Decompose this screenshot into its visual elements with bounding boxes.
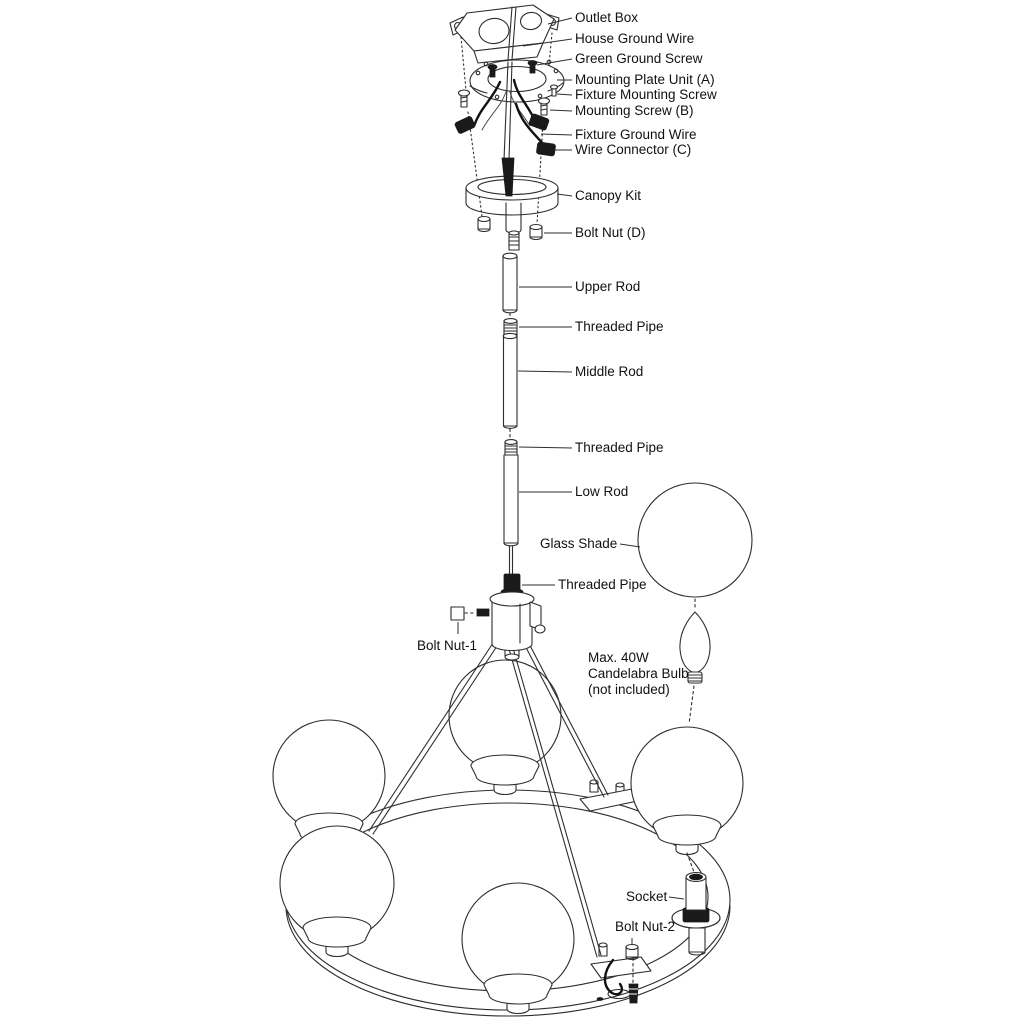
label-bulb-note-line1: Max. 40W: [588, 650, 649, 665]
label-bulb-note-line3: (not included): [588, 682, 670, 697]
leader-line: [620, 544, 640, 547]
threaded-pipe-mid-drawing: [505, 440, 517, 455]
leader-line: [557, 94, 572, 95]
label-fixture-ground-wire: Fixture Ground Wire: [575, 127, 697, 142]
bolt-nut-right: [530, 225, 542, 240]
bolt-nut-d-drawing: [478, 203, 542, 250]
label-mounting-screw-b: Mounting Screw (B): [575, 103, 694, 118]
label-bolt-nut-d: Bolt Nut (D): [575, 225, 646, 240]
label-threaded-pipe-top: Threaded Pipe: [575, 319, 664, 334]
leader-line: [518, 371, 572, 372]
label-wire-connector-c: Wire Connector (C): [575, 142, 692, 157]
fixture-mounting-screw-drawing: [551, 85, 558, 96]
leader-line: [541, 134, 572, 135]
leader-line: [550, 110, 572, 111]
rod-assembly-drawing: [503, 253, 518, 576]
label-green-ground-screw: Green Ground Screw: [575, 51, 703, 66]
label-outlet-box: Outlet Box: [575, 10, 639, 25]
upper-rod-drawing: [503, 256, 517, 310]
label-threaded-pipe-mid: Threaded Pipe: [575, 440, 664, 455]
label-bolt-nut-1: Bolt Nut-1: [417, 638, 478, 653]
leader-line: [537, 59, 572, 65]
glass-shade-bottom-center: [462, 883, 574, 1014]
label-house-ground-wire: House Ground Wire: [575, 31, 695, 46]
label-canopy-kit: Canopy Kit: [575, 188, 642, 203]
label-bulb-note-line2: Candelabra Bulb: [588, 666, 689, 681]
glass-shade-right: [631, 727, 743, 855]
bolt-nut-left: [478, 217, 490, 232]
label-low-rod: Low Rod: [575, 484, 629, 499]
bolt-nut-2-drawing: [626, 945, 638, 960]
glass-shade-detached: [638, 483, 752, 610]
hub-set-screw: [477, 609, 489, 616]
leader-line: [557, 194, 572, 196]
label-upper-rod: Upper Rod: [575, 279, 641, 294]
glass-shade-center: [449, 660, 561, 795]
label-bolt-nut-2: Bolt Nut-2: [615, 919, 676, 934]
label-glass-shade: Glass Shade: [540, 536, 618, 551]
leader-line: [669, 897, 684, 899]
mounting-plate-unit-drawing: [470, 60, 564, 102]
bolt-nut-1-drawing: [451, 607, 476, 620]
outlet-box-drawing: [450, 5, 559, 63]
leader-line: [519, 447, 572, 448]
socket-drawing: [672, 853, 720, 955]
glass-shade-lower-left: [280, 826, 394, 957]
middle-rod-drawing: [504, 336, 518, 426]
label-mounting-plate-unit: Mounting Plate Unit (A): [575, 72, 715, 87]
low-rod-drawing: [504, 455, 518, 543]
label-socket: Socket: [626, 889, 668, 904]
label-threaded-pipe-low: Threaded Pipe: [558, 577, 647, 592]
center-hub-drawing: [477, 574, 545, 660]
label-middle-rod: Middle Rod: [575, 364, 644, 379]
canopy-kit-drawing: [466, 158, 558, 215]
label-fixture-mounting-screw: Fixture Mounting Screw: [575, 87, 717, 102]
